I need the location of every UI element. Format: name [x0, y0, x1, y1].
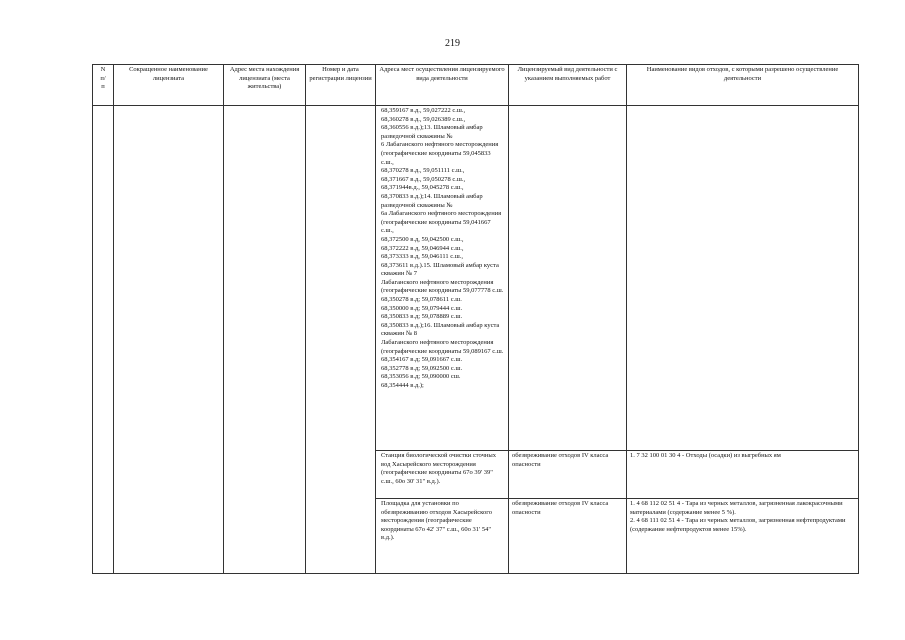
header-license-registration: Номер и дата регистрации лицензии — [306, 65, 376, 106]
header-licensee-address: Адрес места нахождения лицензиата (места жительства) — [224, 65, 306, 106]
cell-activity-type: обезвреживание отходов IV класса опасности — [509, 499, 627, 574]
header-licensee-name: Сокращенное наименование лицензиата — [114, 65, 224, 106]
header-number: N п/ п — [93, 65, 114, 106]
cell-activity-address: Площадка для установки по обезвреживанию отходов Хасырейского месторождения (географические координаты 67о 42' 37" с.ш., 60о 31' 54" в.д.). — [376, 499, 509, 574]
cell-licensee-name — [114, 106, 224, 574]
cell-activity-type: обезвреживание отходов IV класса опасности — [509, 451, 627, 499]
cell-number — [93, 106, 114, 574]
cell-licensee-address — [224, 106, 306, 574]
cell-activity-address: 68,359167 в.д., 59,027222 с.ш., 68,360278 в.д., 59,026389 с.ш., 68,360556 в.д.);13. Шламовый амбар разведочной скважины № 6 Лабаганского нефтяного месторождения (географические координаты 59,045833 с.ш., 68,370278 в.д., 59,051111 с.ш., 68,371667 в.д., 59,050278 с.ш., 68,371944в.д., 59,045278 с.ш., 68,370833 в.д.);14. Шламовый амбар разведочной скважины № 6а Лабаганского нефтяного месторождения (географические координаты 59,041667 с.ш., 68,372500 в.д, 59,042500 с.ш., 68,372222 в.д, 59,046944 с.ш., 68,373333 в.д, 59,046111 с.ш., 68,373611 в.д.).15. Шламовый амбар куста скважин № 7 Лабаганского нефтяного месторождения (географические координаты 59,077778 с.ш. 68,350278 в.д; 59,078611 с.ш. 68,350000 в.д; 59,079444 с.ш. 68,350833 в.д; 59,078889 с.ш. 68,350833 в.д.);16. Шламовый амбар куста скважин № 8 Лабаганского нефтяного месторождения (географические координаты 59,089167 с.ш. 68,354167 в.д; 59,091667 с.ш. 68,352778 в.д; 59,092500 с.ш. 68,353056 в.д; 59,090000 сш. 68,354444 в.д.); — [376, 106, 509, 451]
table-header-row — [93, 65, 859, 106]
license-table — [92, 64, 859, 574]
header-activity-addresses: Адреса мест осуществления лицензируемого вида деятельности — [376, 65, 509, 106]
cell-activity-type — [509, 106, 627, 451]
cell-waste-types — [627, 106, 859, 451]
header-activity-type: Лицензируемый вид деятельности с указанием выполняемых работ — [509, 65, 627, 106]
cell-waste-types: 1. 7 32 100 01 30 4 - Отходы (осадки) из выгребных ям — [627, 451, 859, 499]
page-number: 219 — [445, 38, 460, 49]
cell-waste-types: 1. 4 68 112 02 51 4 - Тара из черных металлов, загрязненная лакокрасочными материалами (содержание менее 5 %). 2. 4 68 111 02 51 4 - Тара из черных металлов, загрязненная нефтепродуктами (содержание нефтепродуктов менее 15%). — [627, 499, 859, 574]
cell-license-registration — [306, 106, 376, 574]
table-row — [93, 106, 859, 451]
cell-activity-address: Станция биологической очистки сточных вод Хасырейского месторождения (географические координаты 67о 39' 39" с.ш., 60о 30' 31" в.д.). — [376, 451, 509, 499]
header-waste-types: Наименование видов отходов, с которыми разрешено осуществление деятельности — [627, 65, 859, 106]
